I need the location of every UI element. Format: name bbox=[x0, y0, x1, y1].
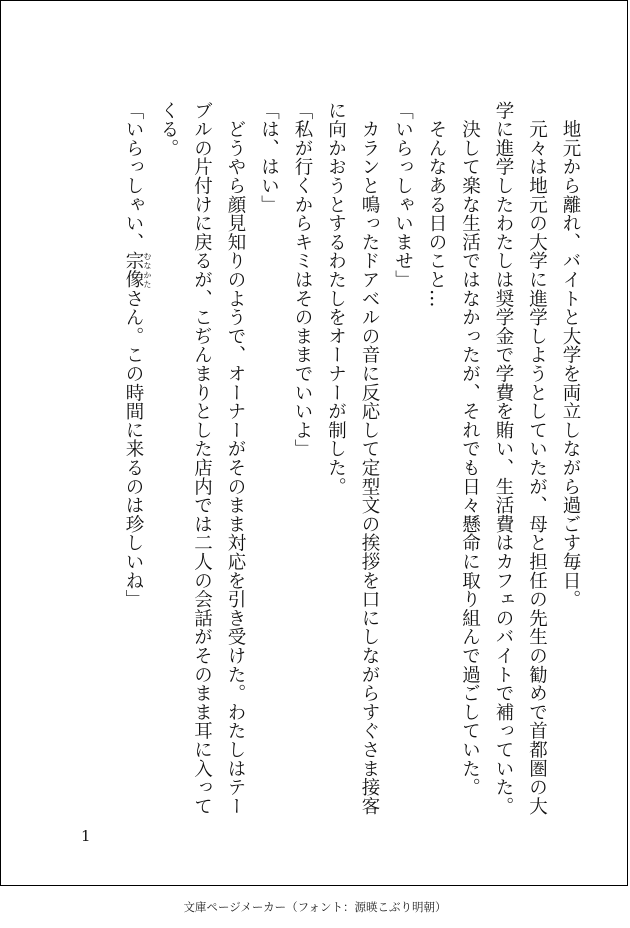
page-number: 1 bbox=[81, 827, 91, 845]
text-line: どうやら顔見知りのようで、オーナーがそのまま対応を引き受けた。わたしはテーブルの片付けに戻るが、こぢんまりとした店内では二人の会話がそのまま耳に入ってくる。 bbox=[158, 101, 246, 816]
text-line: 「は、はい」 bbox=[258, 101, 280, 214]
text-line: 「いらっしゃいませ」 bbox=[392, 101, 414, 289]
text-line: 決して楽な生活ではなかったが、それでも日々懸命に取り組んで過ごしていた。 bbox=[459, 101, 481, 797]
line-prefix: 「いらっしゃい、 bbox=[123, 101, 144, 252]
ruby-reading: むなかた bbox=[143, 251, 152, 290]
text-line: 地元から離れ、バイトと大学を両立しながら過ごす毎日。 bbox=[560, 101, 581, 609]
vertical-text-body bbox=[117, 101, 588, 821]
text-line: 元々は地元の大学に進学しようとしていたが、母と担任の先生の勧めで首都圏の大学に進学したわたしは奨学金で学費を賄い、生活費はカフェのバイトで補っていた。 bbox=[493, 101, 548, 816]
text-line-with-ruby bbox=[117, 101, 152, 821]
text-line: カランと鳴ったドアベルの音に反応して定型文の挨拶を口にしながらすぐさま接客に向かおうとするわたしをオーナーが制した。 bbox=[325, 101, 380, 816]
ruby-base: 宗像 bbox=[123, 251, 144, 290]
text-line: 「私が行くからキミはそのままでいいよ」 bbox=[292, 101, 313, 459]
ruby-name bbox=[123, 251, 152, 290]
footer-caption: 文庫ページメーカー（フォント：源暎こぶり明朝） bbox=[183, 900, 447, 914]
text-line: そんなある日のこと… bbox=[426, 101, 447, 308]
line-suffix: さん。この時間に来るのは珍しいね」 bbox=[123, 289, 144, 609]
